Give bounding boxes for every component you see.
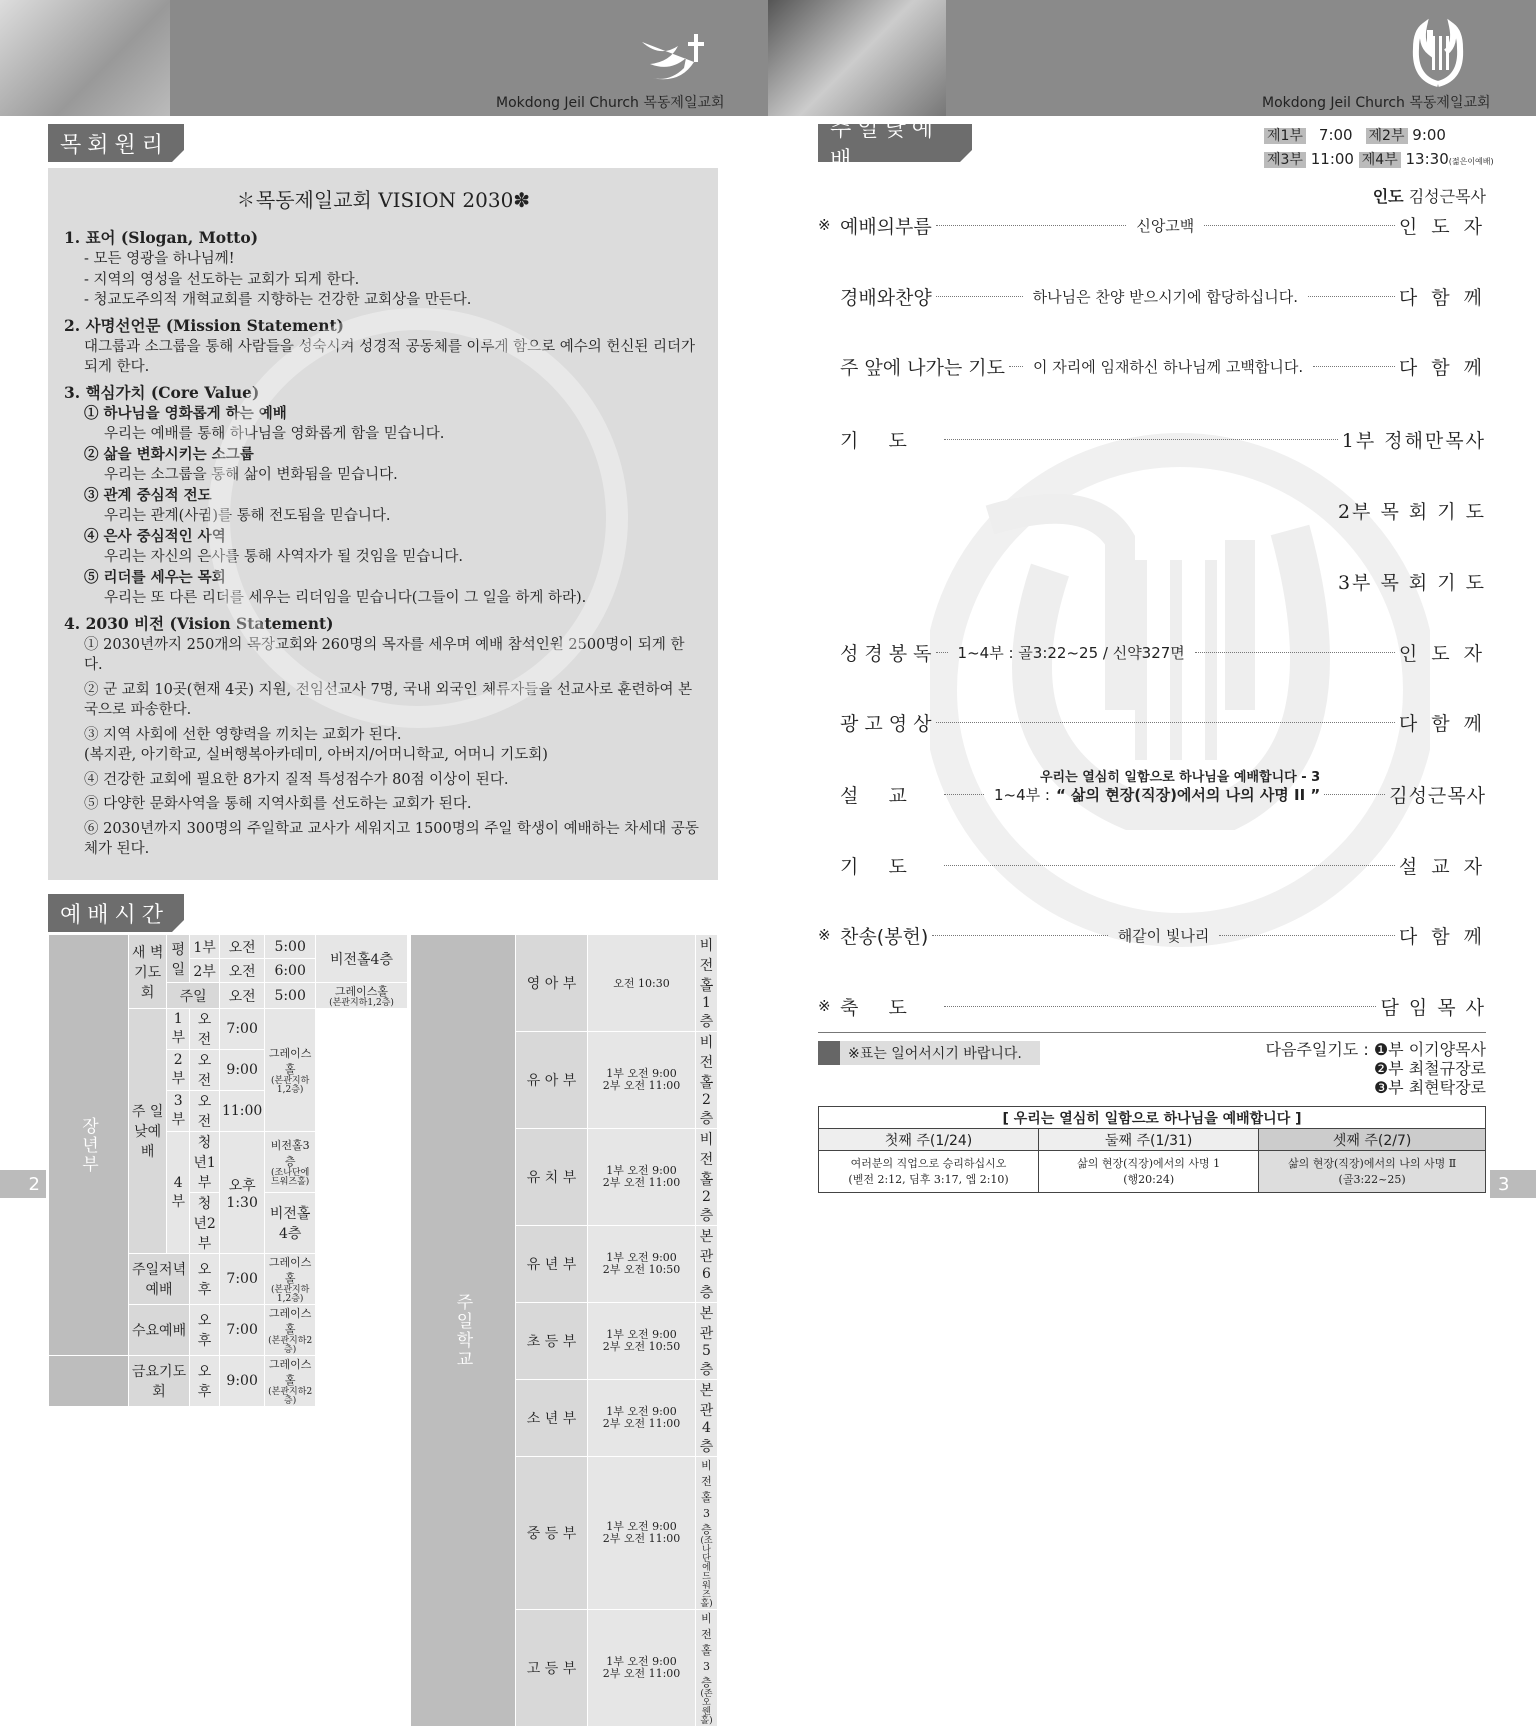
dot-leader: [1219, 935, 1394, 936]
week-header: 첫째 주(1/24): [819, 1129, 1039, 1151]
next-prayer-label: 다음주일기도 :: [1265, 1040, 1369, 1059]
right-church-name: Mokdong Jeil Church 목동제일교회: [1262, 95, 1491, 111]
time-cell: 5:00: [265, 983, 316, 1009]
location-sub: (조나단에드워즈홀): [700, 1536, 713, 1609]
sermon-title: “ 삶의 현장(직장)에서의 나의 사명 II ”: [1055, 785, 1321, 804]
dept-name: 영 아 부: [516, 935, 588, 1032]
dept-time-2: 2부 오전 10:50: [602, 1340, 681, 1353]
time-cell: 오전: [219, 959, 264, 983]
order-leader: 1부 정해만목사: [1341, 429, 1486, 452]
time-cell: 오전: [190, 1091, 220, 1132]
dept-time-2: 2부 오전 11:00: [602, 1176, 681, 1189]
church-building-photo: [0, 0, 170, 116]
service-badge: 제2부: [1366, 128, 1408, 144]
core-value-desc: 우리는 또 다른 리더를 세우는 리더임을 믿습니다(그들이 그 일을 하게 하라).: [104, 590, 587, 606]
order-leader: 다 함 께: [1398, 356, 1486, 379]
dept-times: [588, 1226, 696, 1303]
time-cell: 7:00: [219, 1305, 264, 1356]
time-cell: 오후: [190, 1254, 220, 1305]
dept-time-2: 2부 오전 11:00: [602, 1532, 681, 1545]
dept-location: 비전홀2층: [696, 1032, 718, 1129]
dot-leader: [936, 296, 1023, 297]
order-leader: 다 함 께: [1398, 925, 1486, 948]
dept-name: 유 치 부: [516, 1129, 588, 1226]
dept-time-1: 1부 오전 9:00: [606, 1067, 677, 1080]
service-time: 11:00: [1310, 150, 1354, 168]
order-row: [818, 920, 1486, 950]
dot-leader: [1308, 296, 1395, 297]
order-leader: 김성근목사: [1389, 784, 1486, 807]
order-row: [818, 637, 1486, 667]
time-cell: 2부: [190, 959, 220, 983]
week-title: 삶의 현장(직장)에서의 나의 사명 Ⅱ: [1288, 1156, 1457, 1170]
location-name: 비전홀3층: [270, 1139, 310, 1168]
dept-times: [588, 1303, 696, 1380]
time-cell: 2부: [167, 1050, 190, 1091]
time-cell: 1부: [190, 935, 220, 959]
dept-times: [588, 935, 696, 1032]
sermon-series-table: [818, 1106, 1486, 1193]
location-name: 그레이스홀: [268, 1047, 312, 1076]
service-times: [1264, 124, 1504, 173]
core-value-heading: 3. 핵심가치 (Core Value): [64, 382, 260, 402]
order-leader: 3부 목 회 기 도: [1337, 571, 1486, 594]
order-label: 찬송(봉헌): [840, 925, 929, 948]
dot-leader: [932, 935, 1107, 936]
vision-item: ① 2030년까지 250개의 목장교회와 260명의 목자를 세우며 예배 참석인원 2500명이 되게 한다.: [84, 636, 685, 673]
order-content: 신앙고백: [1136, 216, 1195, 235]
order-row: [818, 707, 1486, 737]
weekday-label: 평일: [167, 935, 190, 983]
stand-mark: ※: [818, 926, 831, 944]
youth-hour: 1:30: [226, 1194, 258, 1211]
location-name: 비전홀3층: [701, 1612, 712, 1689]
sermon-series: 우리는 열심히 일함으로 하나님을 예배합니다 - 3: [1040, 770, 1321, 785]
location-name: 그레이스홀: [268, 1358, 312, 1387]
order-row: [818, 210, 1486, 240]
note-marker: [818, 1041, 840, 1065]
dot-leader: [936, 225, 1127, 226]
time-cell: 7:00: [219, 1009, 264, 1050]
divider-line: [818, 1032, 1486, 1033]
dept-location: 본관6층: [696, 1226, 718, 1303]
dept-time-1: 1부 오전 9:00: [606, 1251, 677, 1264]
location-cell: [265, 1009, 316, 1132]
order-label: 광 고 영 상: [840, 712, 932, 735]
stand-mark: ※: [818, 216, 831, 234]
adult-label: 장년부: [49, 935, 129, 1356]
dept-time-1: 1부 오전 9:00: [606, 1655, 677, 1668]
vision-2030-box: [48, 168, 718, 880]
time-cell: 1부: [167, 1009, 190, 1050]
location-sub: (본관지하2층): [268, 1387, 313, 1406]
slogan-item: - 모든 영광을 하나님께!: [84, 251, 235, 267]
week-cell: [819, 1151, 1039, 1193]
order-row: [818, 991, 1486, 1021]
order-leader: 다 함 께: [1398, 286, 1486, 309]
vision-item: (복지관, 아기학교, 실버행복아카데미, 아버지/어머니학교, 어머니 기도회): [84, 747, 548, 763]
dept-location: 본관5층: [696, 1303, 718, 1380]
dept-time-2: 2부 오전 11:00: [602, 1079, 681, 1092]
order-row: [818, 281, 1486, 311]
core-value-title: ③ 관계 중심적 전도: [84, 486, 212, 504]
dept-name: 고 등 부: [516, 1610, 588, 1727]
vision-item: ⑥ 2030년까지 300명의 주일학교 교사가 세워지고 1500명의 주일 학생이 예배하는 차세대 공동체가 된다.: [84, 820, 699, 857]
order-row: [818, 566, 1486, 596]
core-value-desc: 우리는 자신의 은사를 통해 사역자가 될 것임을 믿습니다.: [104, 549, 464, 565]
dept-name: 유 년 부: [516, 1226, 588, 1303]
dept-times: [588, 1610, 696, 1727]
dot-leader: [1195, 652, 1395, 653]
dept-time-2: 2부 오전 11:00: [602, 1417, 681, 1430]
order-row: [818, 351, 1486, 381]
vision-title: ✽목동제일교회 VISION 2030✽: [235, 188, 531, 212]
dot-leader: [936, 722, 1395, 723]
week-header: 둘째 주(1/31): [1039, 1129, 1259, 1151]
core-value-title: ① 하나님을 영화롭게 하는 예배: [84, 404, 287, 422]
youth-ampm: 오후: [228, 1177, 256, 1194]
page-number-left: 2: [0, 1170, 46, 1198]
location-sub: (본관지하2층): [268, 1336, 313, 1355]
week-ref: (벧전 2:12, 딤후 3:17, 엡 2:10): [848, 1172, 1009, 1186]
order-label: 축 도: [840, 996, 907, 1019]
order-label: 경배와찬양: [840, 286, 932, 309]
sunday-worship-label: 주 일 낮예배: [129, 1009, 167, 1254]
mission-heading: 2. 사명선언문 (Mission Statement): [64, 315, 345, 335]
dept-name: 유 아 부: [516, 1032, 588, 1129]
time-cell: 6:00: [265, 959, 316, 983]
next-prayer: [1240, 1040, 1486, 1097]
dept-time-2: 2부 오전 11:00: [602, 1667, 681, 1680]
dept-time-1: 1부 오전 9:00: [606, 1520, 677, 1533]
pastoral-principles-title: 목회원리: [48, 124, 184, 162]
dot-leader: [944, 865, 1395, 866]
core-value-title: ② 삶을 변화시키는 소그룹: [84, 445, 254, 463]
dept-time-1: 1부 오전 9:00: [606, 1164, 677, 1177]
location-cell: 비전홀4층: [265, 1193, 316, 1254]
youth-time: [219, 1132, 264, 1254]
dept-location: [696, 1457, 718, 1610]
order-leader: 인 도 자: [1398, 215, 1486, 238]
friday-prayer-label: 금요기도회: [129, 1356, 190, 1407]
sunday-school-table: [410, 934, 718, 1727]
sunday-school-label: 주일학교: [411, 935, 516, 1727]
sermon-prefix: 1~4부 :: [994, 785, 1050, 804]
vision-statement-heading: 4. 2030 비전 (Vision Statement): [64, 613, 334, 633]
vision-item: ④ 건강한 교회에 필요한 8가지 질적 특성점수가 80점 이상이 된다.: [84, 771, 509, 788]
time-cell: 오전: [219, 935, 264, 959]
order-label: 기 도: [840, 429, 907, 452]
service-badge: 제4부: [1359, 152, 1401, 168]
location-cell: [265, 1356, 316, 1407]
order-row: [818, 779, 1486, 809]
series-header: [ 우리는 열심히 일함으로 하나님을 예배합니다 ]: [819, 1107, 1486, 1129]
order-content: 해같이 빛나리: [1117, 926, 1210, 945]
time-cell: 3부: [167, 1091, 190, 1132]
order-label: 성 경 봉 독: [840, 642, 932, 665]
time-cell: 오전: [219, 983, 264, 1009]
order-row: [818, 495, 1486, 525]
time-cell: 11:00: [219, 1091, 264, 1132]
location-name: 비전홀3층: [701, 1459, 712, 1536]
order-leader: 다 함 께: [1398, 712, 1486, 735]
week-ref: (골3:22~25): [1338, 1172, 1406, 1186]
location-sub: (본관지하1,2층): [271, 1285, 310, 1304]
praying-hands-photo: [768, 0, 946, 116]
page-number-right: 3: [1490, 1170, 1536, 1198]
core-value-desc: 우리는 관계(사귐)를 통해 전도됨을 믿습니다.: [104, 508, 391, 524]
adult-worship-table: [48, 934, 408, 1407]
core-value-title: ⑤ 리더를 세우는 목회: [84, 568, 226, 586]
core-value-desc: 우리는 예배를 통해 하나님을 영화롭게 함을 믿습니다.: [104, 426, 445, 442]
dept-time-1: 오전 10:30: [613, 977, 670, 990]
leader-name: 김성근목사: [1408, 187, 1486, 206]
dept-location: 비전홀1층: [696, 935, 718, 1032]
dept-name: 중 등 부: [516, 1457, 588, 1610]
dept-time-2: 2부 오전 10:50: [602, 1263, 681, 1276]
order-leader: 담 임 목 사: [1380, 996, 1486, 1019]
next-prayer-item: ❷부 최철규장로: [1373, 1059, 1486, 1078]
week-title: 여러분의 직업으로 승리하십시오: [850, 1156, 1007, 1170]
service-time: 13:30: [1405, 150, 1449, 168]
leader-line: [1300, 184, 1486, 207]
time-cell: 9:00: [219, 1050, 264, 1091]
time-cell: 오전: [190, 1050, 220, 1091]
evening-service-label: 주일저녁예배: [129, 1254, 190, 1305]
order-label: 주 앞에 나가는 기도: [840, 356, 1005, 379]
location-name: 그레이스홀: [268, 1256, 312, 1285]
dept-times: [588, 1129, 696, 1226]
dept-location: 비전홀2층: [696, 1129, 718, 1226]
next-prayer-item: ❸부 최현탁장로: [1373, 1078, 1486, 1097]
location-sub: (존오웬홀): [700, 1689, 713, 1726]
sunday-worship-title: 주일낮예배: [818, 124, 972, 162]
week-header: 셋째 주(2/7): [1259, 1129, 1486, 1151]
core-value-title: ④ 은사 중심적인 사역: [84, 527, 226, 545]
service-4-label: 4부: [167, 1132, 190, 1254]
dot-leader: [1009, 366, 1023, 367]
dept-name: 소 년 부: [516, 1380, 588, 1457]
mission-text: 대그룹과 소그룹을 통해 사람들을 성숙시켜 성경적 공동체를 이루게 함으로 예수의 헌신된 리더가 되게 한다.: [84, 338, 695, 375]
wednesday-service-label: 수요예배: [129, 1305, 190, 1356]
lyre-watermark: [930, 410, 1430, 970]
dot-leader: [944, 794, 984, 795]
dot-leader: [944, 439, 1338, 440]
youth-2-label: 청년2부: [190, 1193, 220, 1254]
dept-name: 초 등 부: [516, 1303, 588, 1380]
location-cell: [265, 1254, 316, 1305]
order-label: 설 교: [840, 784, 907, 807]
order-content: 이 자리에 임재하신 하나님께 고백합니다.: [1032, 357, 1304, 376]
dot-leader: [944, 1006, 1376, 1007]
service-time: 9:00: [1412, 126, 1446, 144]
stand-note: [818, 1041, 1040, 1065]
time-cell: 오후: [190, 1305, 220, 1356]
order-leader: 2부 목 회 기 도: [1337, 500, 1486, 523]
dot-leader: [936, 652, 948, 653]
dept-location: 본관4층: [696, 1380, 718, 1457]
dept-times: [588, 1032, 696, 1129]
slogan-item: - 청교도주의적 개혁교회를 지향하는 건강한 교회상을 만든다.: [84, 292, 472, 308]
service-time: 7:00: [1318, 126, 1353, 144]
left-church-name: Mokdong Jeil Church 목동제일교회: [496, 95, 725, 111]
dove-cross-logo: [640, 28, 710, 84]
order-content: 하나님은 찬양 받으시기에 합당하십니다.: [1032, 287, 1299, 306]
young-worship-note: (젊은이예배): [1448, 157, 1494, 166]
stand-note-text: ※표는 일어서시기 바랍니다.: [848, 1046, 1022, 1062]
service-badge: 제1부: [1264, 128, 1306, 144]
dept-times: [588, 1457, 696, 1610]
location-cell: 비전홀4층: [316, 935, 408, 983]
dept-times: [588, 1380, 696, 1457]
order-row: [818, 850, 1486, 880]
time-cell: 오전: [190, 1009, 220, 1050]
vision-item: ⑤ 다양한 문화사역을 통해 지역사회를 선도하는 교회가 된다.: [84, 796, 472, 812]
order-content: 1~4부 : 골3:22~25 / 신약327면: [957, 643, 1185, 662]
location-cell: [265, 1305, 316, 1356]
location-cell: [316, 983, 408, 1009]
vision-item: ② 군 교회 10곳(현재 4곳) 지원, 전임선교사 7명, 국내 외국인 체류자들을 선교사로 훈련하여 본국으로 파송한다.: [84, 681, 693, 718]
dept-location: [696, 1610, 718, 1727]
order-label: 예배의부름: [840, 215, 932, 238]
time-cell: 9:00: [219, 1356, 264, 1407]
core-value-desc: 우리는 소그룹을 통해 삶이 변화됨을 믿습니다.: [104, 467, 398, 483]
youth-1-label: 청년1부: [190, 1132, 220, 1193]
location-sub: (본관지하1,2층): [271, 1076, 310, 1095]
next-prayer-item: ❶부 이기양목사: [1373, 1040, 1486, 1059]
dot-leader: [1204, 225, 1395, 226]
location-cell: [265, 1132, 316, 1193]
week-cell: [1259, 1151, 1486, 1193]
vision-item: ③ 지역 사회에 선한 영향력을 끼치는 교회가 된다.: [84, 726, 402, 743]
week-title: 삶의 현장(직장)에서의 사명 1: [1077, 1156, 1221, 1170]
service-badge: 제3부: [1264, 152, 1306, 168]
week-cell: [1039, 1151, 1259, 1193]
watermark-circle: [208, 308, 628, 728]
dept-time-1: 1부 오전 9:00: [606, 1328, 677, 1341]
dept-time-1: 1부 오전 9:00: [606, 1405, 677, 1418]
order-leader: 인 도 자: [1398, 642, 1486, 665]
order-leader: 설 교 자: [1398, 855, 1486, 878]
order-row: [818, 424, 1486, 454]
dot-leader: [1313, 366, 1395, 367]
week-ref: (행20:24): [1123, 1172, 1175, 1186]
location-name: 그레이스홀: [268, 1307, 312, 1336]
location-name: 그레이스홀: [334, 985, 389, 998]
time-cell: 7:00: [219, 1254, 264, 1305]
sunday-label: 주일: [167, 983, 220, 1009]
worship-times-title: 예배시간: [48, 894, 184, 932]
time-cell: 오후: [190, 1356, 220, 1407]
lyre-dove-logo: [1410, 18, 1466, 88]
dawn-label: 새 벽 기도회: [129, 935, 167, 1009]
order-label: 기 도: [840, 855, 907, 878]
location-sub: (본관지하1,2층): [329, 998, 394, 1008]
stand-mark: ※: [818, 997, 831, 1015]
slogan-item: - 지역의 영성을 선도하는 교회가 되게 한다.: [84, 271, 360, 288]
location-sub: (조나단에드워즈홀): [271, 1168, 310, 1187]
time-cell: 5:00: [265, 935, 316, 959]
slogan-heading: 1. 표어 (Slogan, Motto): [64, 228, 259, 247]
adult-label-tail: [49, 1356, 129, 1407]
dot-leader: [1324, 794, 1385, 795]
leader-label: 인도: [1372, 187, 1404, 206]
